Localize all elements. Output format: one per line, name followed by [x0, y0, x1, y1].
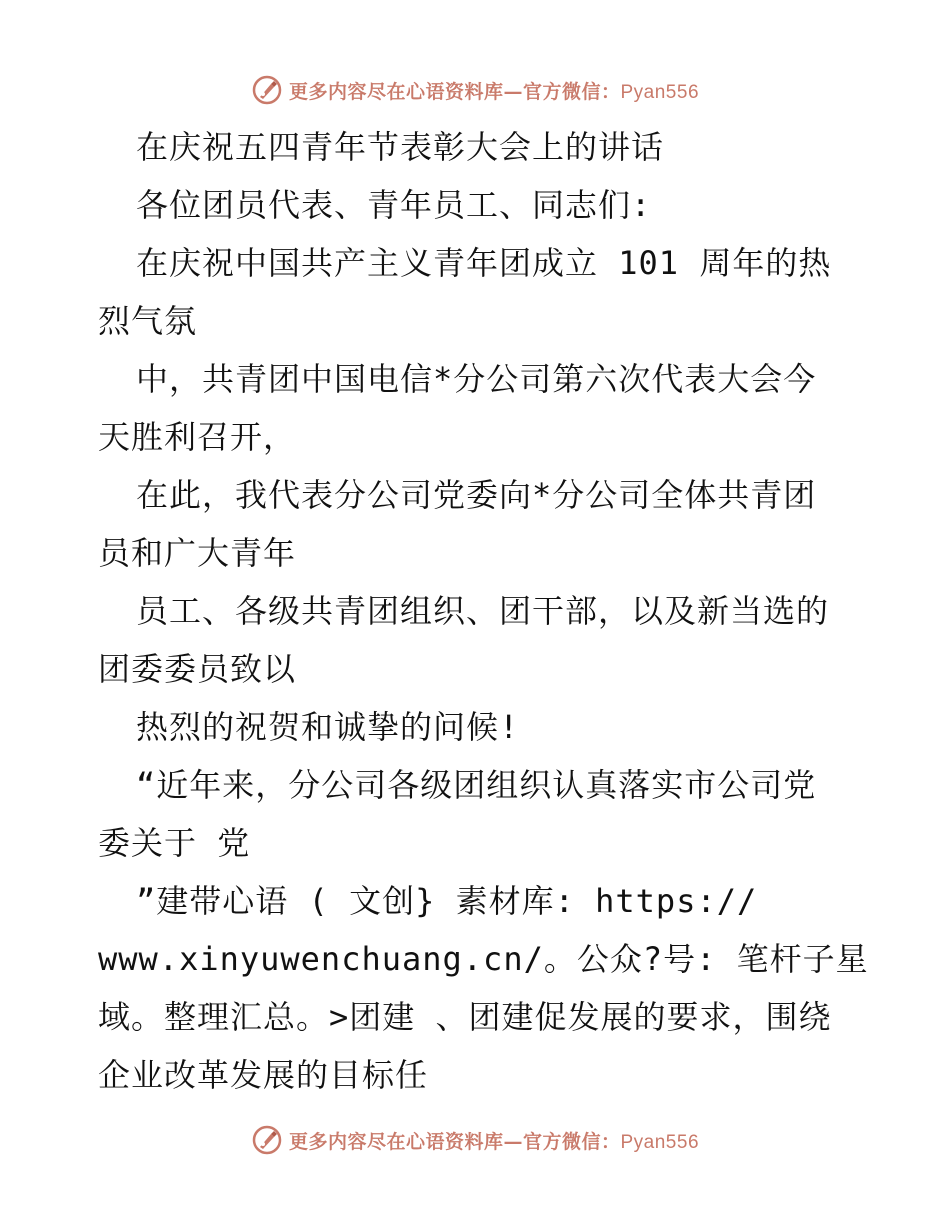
footer-watermark — [0, 1120, 950, 1160]
header-watermark — [0, 70, 950, 110]
watermark-text: 更多内容尽在心语资料库—官方微信：Pyan556 — [288, 1130, 700, 1153]
text-line: www.xinyuwenchuang.cn/。公众?号: 笔杆子星 — [98, 940, 869, 978]
text-line: 烈气氛 — [98, 302, 198, 340]
text-line: 天胜利召开， — [98, 418, 297, 456]
document-body — [98, 118, 869, 1104]
text-line: 员和广大青年 — [98, 534, 297, 572]
text-line: 企业改革发展的目标任 — [98, 1056, 429, 1094]
text-line: 员工、各级共青团组织、团干部，以及新当选的 — [136, 592, 830, 630]
watermark-text: 更多内容尽在心语资料库—官方微信：Pyan556 — [288, 80, 700, 103]
text-line: 域。整理汇总。>团建 、团建促发展的要求，围绕 — [98, 998, 832, 1036]
pen-logo-icon — [251, 1124, 283, 1156]
text-line: 委关于 党 — [98, 824, 251, 862]
text-line: 在庆祝五四青年节表彰大会上的讲话 — [136, 128, 665, 166]
text-line: 团委委员致以 — [98, 650, 297, 688]
text-line: ”建带心语 ( 文创} 素材库: https:// — [136, 882, 758, 920]
text-line: 在此，我代表分公司党委向*分公司全体共青团 — [136, 476, 817, 514]
text-line: 各位团员代表、青年员工、同志们: — [136, 186, 652, 224]
text-line: 中，共青团中国电信*分公司第六次代表大会今 — [136, 360, 817, 398]
text-line: 在庆祝中国共产主义青年团成立 101 周年的热 — [136, 244, 832, 282]
text-line: “近年来，分公司各级团组织认真落实市公司党 — [136, 766, 817, 804]
pen-logo-icon — [251, 74, 283, 106]
text-line: 热烈的祝贺和诚挚的问候! — [136, 708, 520, 746]
